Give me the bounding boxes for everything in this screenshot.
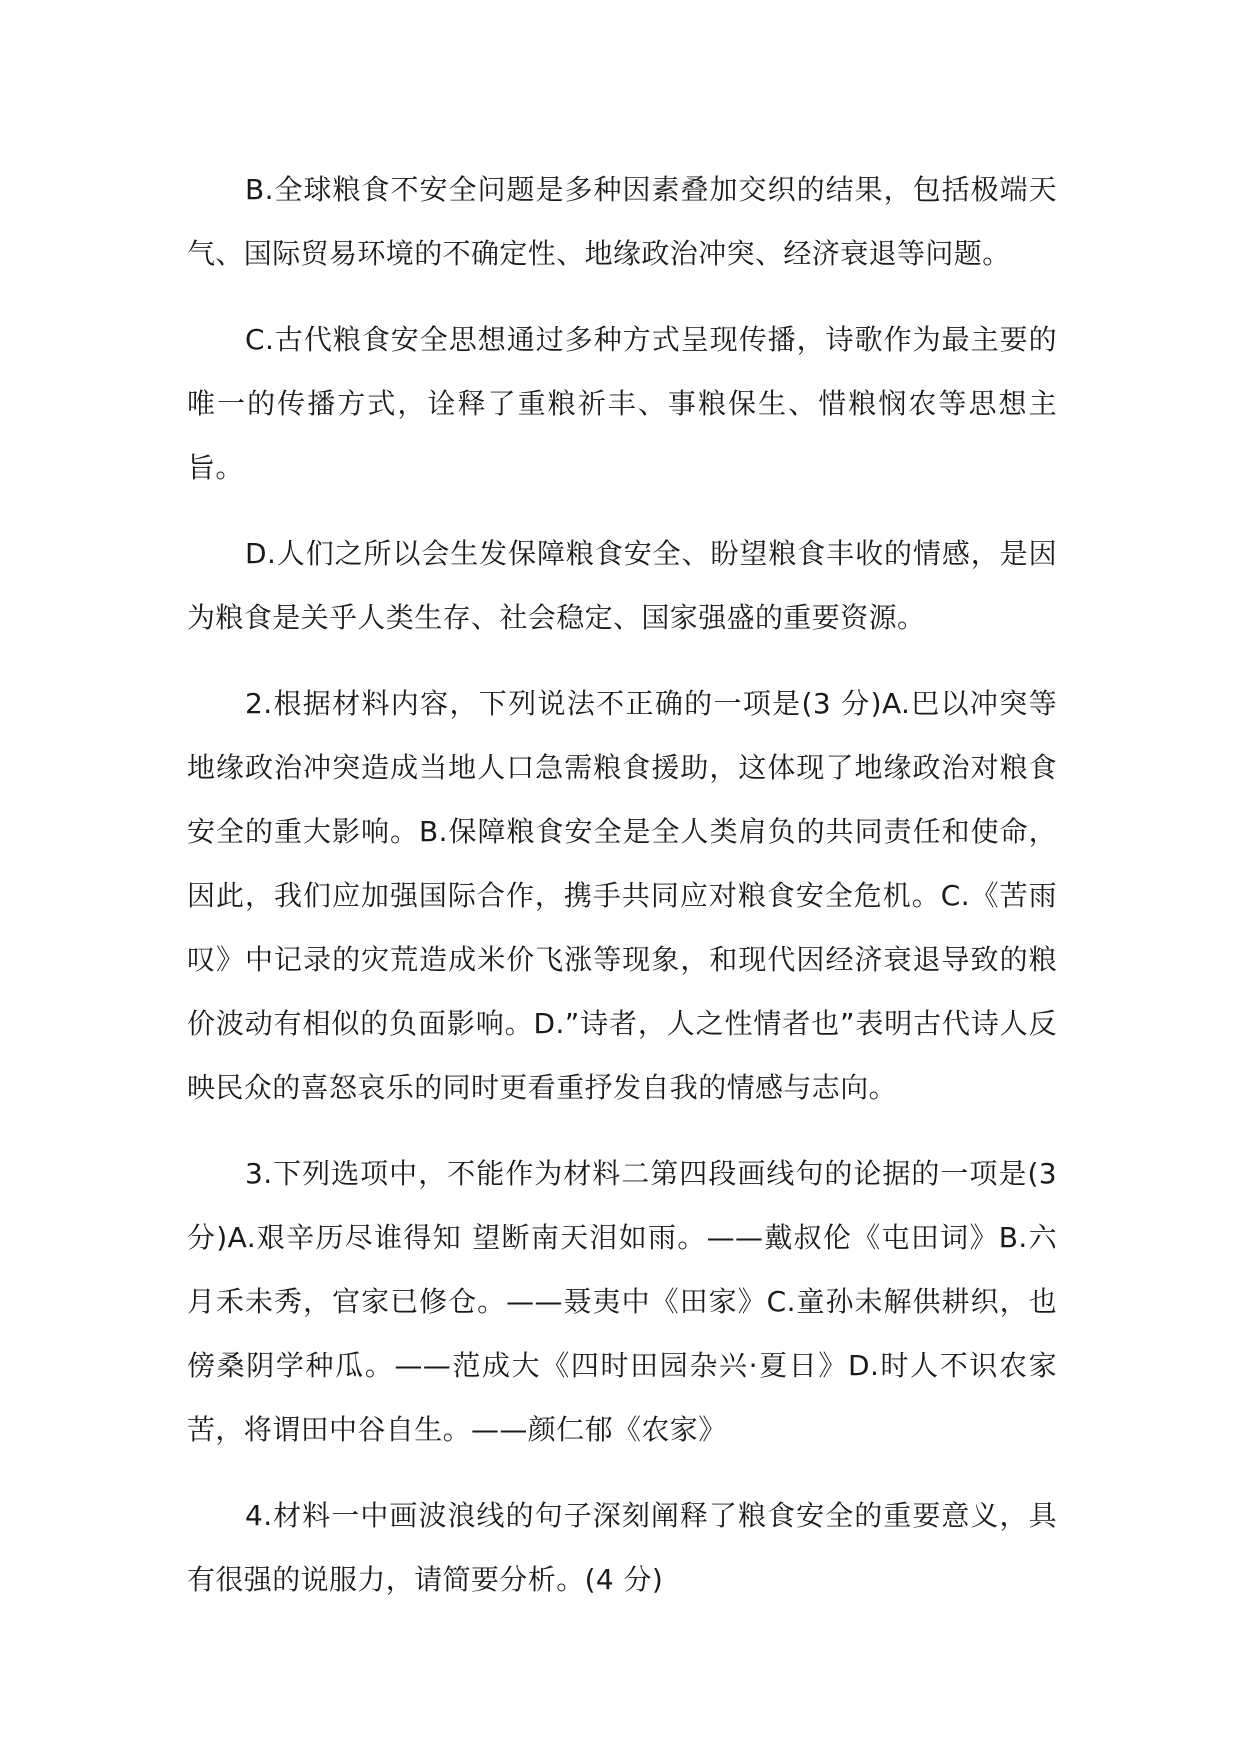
document-body bbox=[187, 158, 1057, 1634]
question-4-paragraph: 4.材料一中画波浪线的句子深刻阐释了粮食安全的重要意义，具有很强的说服力，请简要分析。(4 分) bbox=[187, 1499, 1057, 1596]
option-b-paragraph: B.全球粮食不安全问题是多种因素叠加交织的结果，包括极端天气、国际贸易环境的不确定性、地缘政治冲突、经济衰退等问题。 bbox=[187, 173, 1057, 270]
option-c-paragraph: C.古代粮食安全思想通过多种方式呈现传播，诗歌作为最主要的唯一的传播方式，诠释了重粮祈丰、事粮保生、惜粮悯农等思想主旨。 bbox=[187, 323, 1057, 484]
question-3-paragraph: 3.下列选项中，不能作为材料二第四段画线句的论据的一项是(3 分)A.艰辛历尽谁得知 望断南天泪如雨。——戴叔伦《屯田词》B.六月禾未秀，官家已修仓。——聂夷中《田家》C.童孙未解供耕织，也傍桑阴学种瓜。——范成大《四时田园杂兴·夏日》D.时人不识农家苦，将谓田中谷自生。——颜仁郁《农家》 bbox=[187, 1157, 1057, 1446]
option-d-paragraph: D.人们之所以会生发保障粮食安全、盼望粮食丰收的情感，是因为粮食是关乎人类生存、社会稳定、国家强盛的重要资源。 bbox=[187, 537, 1057, 634]
question-2-paragraph: 2.根据材料内容，下列说法不正确的一项是(3 分)A.巴以冲突等地缘政治冲突造成当地人口急需粮食援助，这体现了地缘政治对粮食安全的重大影响。B.保障粮食安全是全人类肩负的共同责任和使命，因此，我们应加强国际合作，携手共同应对粮食安全危机。C.《苦雨叹》中记录的灾荒造成米价飞涨等现象，和现代因经济衰退导致的粮价波动有相似的负面影响。D.”诗者，人之性情者也”表明古代诗人反映民众的喜怒哀乐的同时更看重抒发自我的情感与志向。 bbox=[187, 687, 1057, 1104]
